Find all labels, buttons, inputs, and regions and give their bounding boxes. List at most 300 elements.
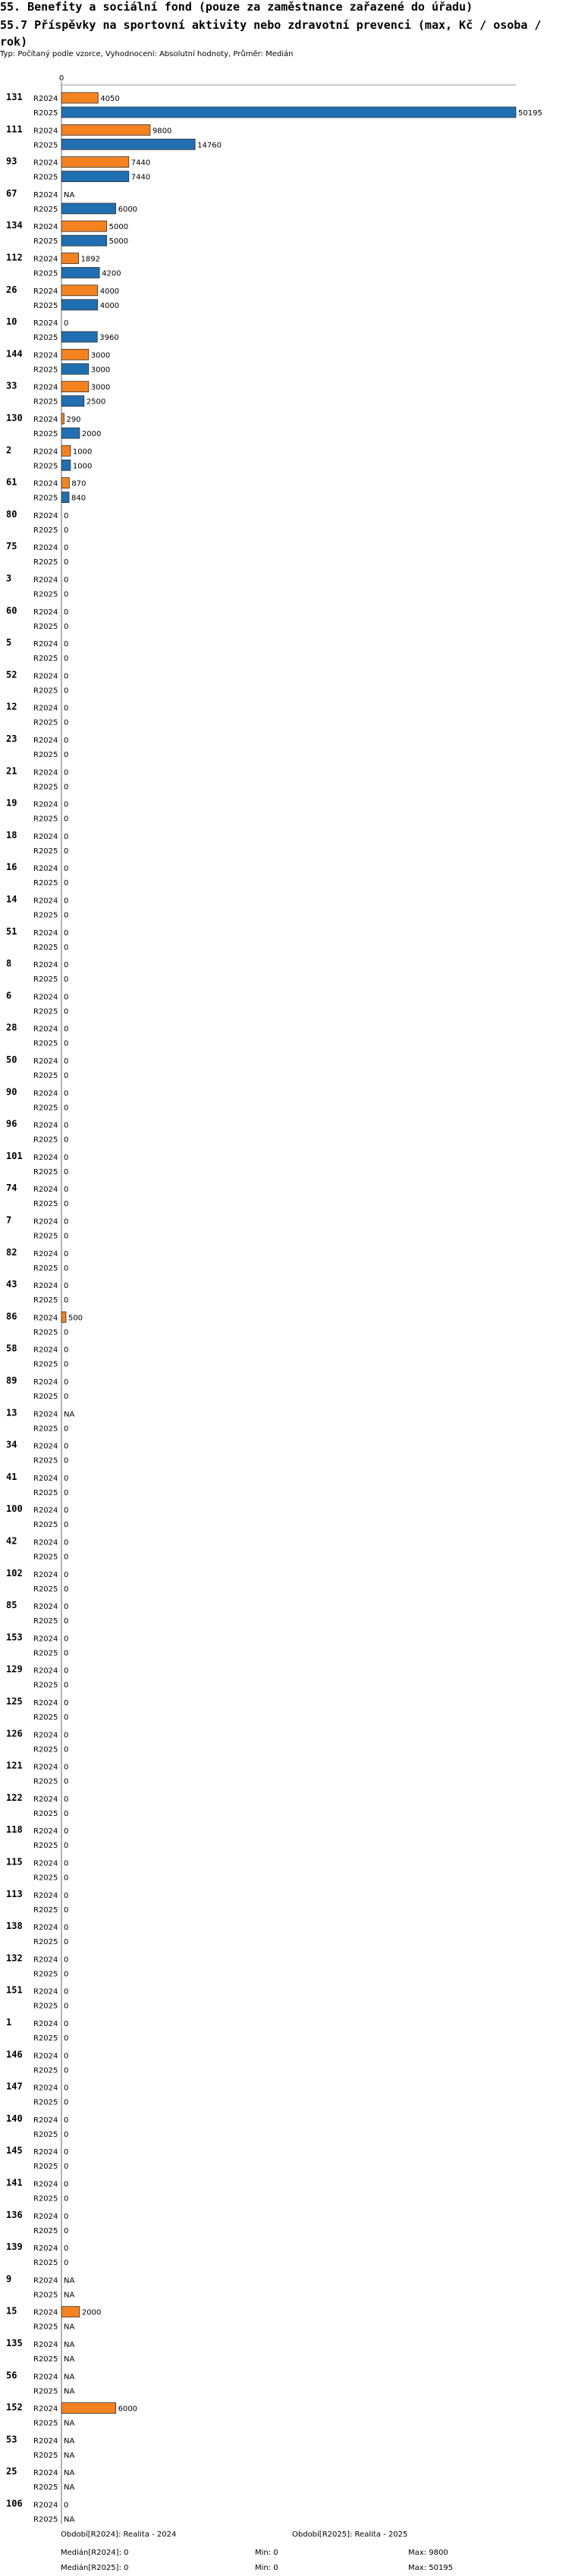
value-label: 870 (71, 479, 86, 488)
value-label: NA (64, 2483, 75, 2493)
value-label: 0 (64, 319, 69, 328)
period-label: R2025 (33, 141, 58, 150)
bar-R2025 (61, 107, 516, 118)
median-2024: Medián[R2024]: 0 (61, 2549, 129, 2557)
group-label: 151 (6, 1984, 23, 1996)
value-label: 0 (64, 608, 69, 617)
period-label: R2024 (33, 479, 58, 488)
value-label: 0 (64, 737, 69, 745)
period-label: R2025 (33, 2034, 58, 2043)
value-label: 290 (66, 416, 81, 424)
value-label: 14760 (197, 141, 222, 150)
value-label: 1892 (80, 255, 101, 264)
value-label: 0 (64, 751, 69, 759)
period-label: R2025 (33, 2259, 58, 2268)
period-label: R2024 (33, 351, 58, 360)
value-label: 0 (64, 768, 69, 778)
value-label: 0 (64, 783, 69, 792)
period-label: R2024 (33, 2116, 58, 2125)
group-label: 14 (6, 894, 17, 905)
bar-R2024 (61, 124, 150, 135)
period-label: R2025 (33, 1232, 58, 1241)
value-label: 0 (64, 928, 69, 938)
period-label: R2024 (33, 1282, 58, 1291)
value-label: 0 (64, 511, 69, 520)
period-label: R2025 (33, 815, 58, 824)
value-label: 0 (64, 800, 69, 809)
value-label: 0 (64, 993, 69, 1002)
value-label: 0 (64, 1346, 69, 1355)
group-label: 106 (6, 2498, 23, 2509)
value-label: 6000 (118, 205, 138, 214)
value-label: 0 (64, 1827, 69, 1836)
period-label: R2024 (33, 1891, 58, 1900)
period-label: R2024 (33, 1699, 58, 1707)
group-label: 93 (6, 156, 17, 167)
value-label: 0 (64, 1442, 69, 1451)
period-label: R2024 (33, 383, 58, 392)
period-label: R2024 (33, 704, 58, 713)
value-label: 0 (64, 1763, 69, 1772)
period-label: R2025 (33, 686, 58, 696)
period-label: R2025 (33, 590, 58, 599)
group-label: 42 (6, 1535, 17, 1547)
bar-R2025 (61, 139, 195, 149)
value-label: 0 (64, 590, 69, 599)
value-label: 0 (64, 1956, 69, 1965)
period-label: R2024 (33, 1057, 58, 1066)
period-label: R2025 (33, 622, 58, 631)
bar-R2025 (61, 331, 97, 342)
period-label: R2024 (33, 1635, 58, 1644)
value-label: NA (64, 2419, 75, 2428)
value-label: 0 (64, 1731, 69, 1740)
value-label: 0 (64, 1378, 69, 1387)
value-label: 0 (64, 1699, 69, 1707)
group-label: 60 (6, 605, 17, 616)
period-label: R2025 (33, 911, 58, 920)
value-label: 0 (64, 1891, 69, 1900)
period-label: R2025 (33, 2066, 58, 2075)
period-label: R2025 (33, 1521, 58, 1530)
value-label: 0 (64, 897, 69, 906)
period-label: R2024 (33, 319, 58, 328)
bar-R2024 (61, 478, 69, 488)
period-label: R2024 (33, 672, 58, 681)
period-label: R2025 (33, 1296, 58, 1305)
group-label: 136 (6, 2209, 23, 2220)
value-label: 0 (64, 1249, 69, 1258)
value-label: 0 (64, 832, 69, 841)
value-label: 4000 (99, 287, 120, 296)
value-label: 0 (64, 1072, 69, 1080)
period-label: R2025 (33, 2419, 58, 2428)
period-label: R2024 (33, 737, 58, 745)
value-label: 0 (64, 2052, 69, 2061)
value-label: NA (64, 1410, 75, 1419)
bar-R2024 (61, 221, 107, 231)
group-label: 125 (6, 1696, 23, 1707)
group-label: 130 (6, 413, 23, 423)
period-label: R2024 (33, 159, 58, 168)
period-label: R2024 (33, 2276, 58, 2285)
value-label: 0 (64, 1506, 69, 1516)
group-label: 100 (6, 1503, 23, 1515)
value-label: 0 (64, 975, 69, 985)
period-label: R2024 (33, 1731, 58, 1740)
value-label: 0 (64, 1200, 69, 1209)
value-label: 1000 (72, 448, 93, 457)
value-label: 0 (64, 2226, 69, 2235)
group-label: 50 (6, 1054, 17, 1065)
period-label: R2025 (33, 1425, 58, 1434)
period-label: R2024 (33, 190, 58, 199)
period-label: R2024 (33, 608, 58, 617)
group-label: 2 (6, 445, 12, 456)
value-label: 0 (64, 558, 69, 567)
value-label: 0 (64, 655, 69, 664)
group-label: 75 (6, 541, 17, 552)
group-label: 8 (6, 958, 12, 969)
value-label: 0 (64, 1167, 69, 1176)
period-label: R2024 (33, 1314, 58, 1323)
group-label: 111 (6, 124, 23, 135)
legend-period-2024: Období[R2024]: Realita - 2024 (61, 2530, 177, 2539)
value-label: 0 (64, 2212, 69, 2221)
value-label: NA (64, 2451, 75, 2460)
period-label: R2024 (33, 961, 58, 970)
period-label: R2024 (33, 2373, 58, 2382)
period-label: R2025 (33, 2291, 58, 2300)
group-label: 153 (6, 1632, 23, 1643)
value-label: 0 (64, 1488, 69, 1497)
group-label: 28 (6, 1022, 17, 1033)
value-label: 0 (64, 2034, 69, 2043)
group-label: 61 (6, 476, 17, 488)
max-2025: Max: 50195 (408, 2564, 454, 2572)
value-label: 2000 (81, 430, 102, 438)
group-label: 16 (6, 862, 17, 873)
period-label: R2024 (33, 1121, 58, 1130)
group-label: 129 (6, 1663, 23, 1675)
value-label: 0 (64, 2259, 69, 2268)
value-label: 4050 (100, 95, 120, 103)
group-label: 52 (6, 669, 17, 680)
period-label: R2024 (33, 2020, 58, 2028)
period-label: R2024 (33, 1795, 58, 1804)
period-label: R2025 (33, 269, 58, 278)
period-label: R2025 (33, 2163, 58, 2172)
value-label: 0 (64, 2245, 69, 2254)
period-label: R2024 (33, 1506, 58, 1516)
bar-R2025 (61, 300, 98, 310)
period-label: R2025 (33, 1039, 58, 1048)
group-label: 51 (6, 925, 17, 937)
value-label: 0 (64, 1328, 69, 1337)
value-label: 0 (64, 1521, 69, 1530)
period-label: R2024 (33, 832, 58, 841)
period-label: R2025 (33, 1104, 58, 1113)
value-label: 0 (64, 1425, 69, 1434)
group-label: 134 (6, 220, 23, 231)
period-label: R2025 (33, 397, 58, 407)
period-label: R2024 (33, 1667, 58, 1676)
value-label: NA (64, 2436, 75, 2446)
value-label: 0 (64, 911, 69, 920)
value-label: 0 (64, 1186, 69, 1195)
group-label: 21 (6, 765, 17, 777)
bar-R2024 (61, 349, 89, 360)
period-label: R2025 (33, 1681, 58, 1690)
value-label: 0 (64, 1025, 69, 1034)
period-label: R2024 (33, 1570, 58, 1579)
group-label: 9 (6, 2273, 12, 2285)
period-label: R2025 (33, 109, 58, 118)
period-label: R2024 (33, 95, 58, 103)
value-label: 0 (64, 1232, 69, 1241)
period-label: R2024 (33, 993, 58, 1002)
value-label: 0 (64, 1681, 69, 1690)
value-label: 0 (64, 1104, 69, 1113)
value-label: 0 (64, 1538, 69, 1547)
value-label: 0 (64, 2148, 69, 2157)
period-label: R2025 (33, 751, 58, 759)
bar-R2024 (61, 1312, 66, 1322)
period-label: R2024 (33, 1346, 58, 1355)
value-label: 0 (64, 718, 69, 727)
period-label: R2025 (33, 2226, 58, 2235)
period-label: R2024 (33, 768, 58, 778)
value-label: 0 (64, 1039, 69, 1048)
value-label: 7440 (130, 173, 151, 182)
period-label: R2024 (33, 2245, 58, 2254)
period-label: R2024 (33, 255, 58, 264)
value-label: 0 (64, 1987, 69, 1996)
group-label: 113 (6, 1888, 23, 1899)
value-label: 0 (64, 640, 69, 649)
value-label: 5000 (108, 223, 129, 232)
value-label: 0 (64, 576, 69, 585)
value-label: 0 (64, 1264, 69, 1273)
group-label: 1 (6, 2017, 12, 2028)
value-label: 0 (64, 544, 69, 553)
value-label: 0 (64, 2163, 69, 2172)
group-label: 10 (6, 316, 17, 328)
value-label: 0 (64, 1360, 69, 1369)
period-label: R2025 (33, 1745, 58, 1755)
period-label: R2024 (33, 287, 58, 296)
value-label: 0 (64, 1859, 69, 1868)
group-label: 33 (6, 380, 17, 391)
group-label: 12 (6, 701, 17, 712)
value-label: 0 (64, 943, 69, 952)
period-label: R2025 (33, 1970, 58, 1979)
value-label: 0 (64, 1057, 69, 1066)
value-label: 0 (64, 1667, 69, 1676)
value-label: 50195 (518, 109, 542, 118)
value-label: 0 (64, 1795, 69, 1804)
value-label: NA (64, 2469, 75, 2478)
period-label: R2024 (33, 1859, 58, 1868)
period-label: R2025 (33, 558, 58, 567)
value-label: NA (64, 190, 75, 199)
bar-R2025 (61, 492, 69, 503)
value-label: 0 (64, 1842, 69, 1851)
bar-R2024 (61, 253, 79, 264)
value-label: 0 (64, 961, 69, 970)
value-label: 3000 (90, 366, 111, 375)
value-label: 0 (64, 879, 69, 888)
value-label: 0 (64, 1905, 69, 1915)
group-label: 115 (6, 1856, 23, 1868)
period-label: R2025 (33, 2002, 58, 2011)
legend-period-2025: Období[R2025]: Realita - 2025 (292, 2530, 408, 2539)
period-label: R2025 (33, 1874, 58, 1883)
bar-R2025 (61, 428, 80, 438)
period-label: R2025 (33, 1456, 58, 1465)
value-label: 0 (64, 2130, 69, 2139)
period-label: R2024 (33, 865, 58, 874)
period-label: R2025 (33, 1649, 58, 1658)
value-label: 0 (64, 2066, 69, 2075)
value-label: 0 (64, 1603, 69, 1612)
page-title-section: 55. Benefity a sociální fond (pouze za zaměstnance zařazené do úřadu) (0, 0, 473, 14)
period-label: R2024 (33, 2405, 58, 2414)
period-label: R2024 (33, 2469, 58, 2478)
period-label: R2024 (33, 576, 58, 585)
bar-R2024 (61, 413, 64, 424)
min-2025: Min: 0 (255, 2564, 278, 2572)
group-label: 82 (6, 1246, 17, 1258)
group-label: 58 (6, 1343, 17, 1354)
value-label: 0 (64, 847, 69, 856)
axis-tick-label: 0 (58, 74, 64, 83)
group-label: 132 (6, 1952, 23, 1964)
value-label: 0 (64, 1777, 69, 1786)
value-label: 0 (64, 1217, 69, 1227)
period-label: R2025 (33, 1393, 58, 1401)
value-label: NA (64, 2291, 75, 2300)
period-label: R2025 (33, 847, 58, 856)
period-label: R2025 (33, 1328, 58, 1337)
value-label: NA (64, 2387, 75, 2396)
group-label: 5 (6, 637, 12, 649)
period-label: R2025 (33, 1136, 58, 1145)
value-label: 3960 (99, 334, 119, 343)
bar-R2025 (61, 363, 89, 374)
value-label: 0 (64, 1007, 69, 1016)
value-label: 0 (64, 2501, 69, 2510)
period-label: R2025 (33, 1714, 58, 1722)
group-label: 41 (6, 1471, 17, 1482)
value-label: 0 (64, 1924, 69, 1933)
period-label: R2024 (33, 1442, 58, 1451)
group-label: 135 (6, 2338, 23, 2348)
value-label: 3000 (90, 383, 111, 392)
value-label: 7440 (130, 159, 151, 168)
value-label: 0 (64, 2098, 69, 2107)
group-label: 23 (6, 734, 17, 744)
period-label: R2024 (33, 1474, 58, 1483)
value-label: 4200 (102, 269, 121, 278)
value-label: 4000 (99, 301, 120, 310)
period-label: R2024 (33, 1924, 58, 1933)
period-label: R2025 (33, 366, 58, 375)
value-label: 0 (64, 1282, 69, 1291)
period-label: R2024 (33, 2180, 58, 2189)
period-label: R2024 (33, 544, 58, 553)
period-label: R2024 (33, 2308, 58, 2317)
value-label: 0 (64, 1553, 69, 1562)
period-label: R2024 (33, 1249, 58, 1258)
value-label: 0 (64, 1874, 69, 1883)
bar-R2024 (61, 2403, 116, 2414)
value-label: 0 (64, 2084, 69, 2093)
bar-R2025 (61, 460, 71, 470)
period-label: R2024 (33, 1827, 58, 1836)
period-label: R2024 (33, 928, 58, 938)
value-label: 0 (64, 2020, 69, 2028)
value-label: 0 (64, 704, 69, 713)
period-label: R2024 (33, 1538, 58, 1547)
value-label: NA (64, 2276, 75, 2285)
value-label: NA (64, 2515, 75, 2524)
period-label: R2025 (33, 655, 58, 664)
value-label: 0 (64, 2002, 69, 2011)
period-label: R2024 (33, 127, 58, 136)
group-label: 141 (6, 2177, 23, 2188)
value-label: 0 (64, 865, 69, 874)
period-label: R2025 (33, 1617, 58, 1626)
bar-R2024 (61, 382, 89, 392)
period-label: R2024 (33, 2052, 58, 2061)
period-label: R2024 (33, 2084, 58, 2093)
group-label: 152 (6, 2402, 23, 2413)
value-label: 0 (64, 1136, 69, 1145)
group-label: 118 (6, 1824, 23, 1836)
value-label: 6000 (118, 2405, 138, 2414)
value-label: 500 (68, 1314, 83, 1323)
value-label: 0 (64, 815, 69, 824)
group-label: 122 (6, 1792, 23, 1803)
period-label: R2025 (33, 1938, 58, 1947)
period-label: R2025 (33, 1007, 58, 1016)
group-label: 121 (6, 1760, 23, 1771)
period-label: R2025 (33, 1553, 58, 1562)
value-label: 0 (64, 1585, 69, 1594)
period-label: R2025 (33, 1360, 58, 1369)
group-label: 90 (6, 1086, 17, 1098)
group-label: 6 (6, 990, 12, 1001)
group-label: 102 (6, 1567, 23, 1579)
value-label: 0 (64, 1938, 69, 1947)
group-label: 126 (6, 1728, 23, 1739)
period-label: R2025 (33, 301, 58, 310)
group-label: 26 (6, 284, 17, 295)
group-label: 144 (6, 348, 23, 360)
period-label: R2024 (33, 2341, 58, 2349)
period-label: R2025 (33, 1488, 58, 1497)
period-label: R2025 (33, 718, 58, 727)
value-label: 0 (64, 1153, 69, 1162)
value-label: 0 (64, 1745, 69, 1755)
bar-R2025 (61, 396, 84, 407)
bar-R2024 (61, 93, 98, 103)
value-label: NA (64, 2355, 75, 2364)
value-label: 0 (64, 622, 69, 631)
period-label: R2024 (33, 511, 58, 520)
group-label: 112 (6, 252, 23, 263)
